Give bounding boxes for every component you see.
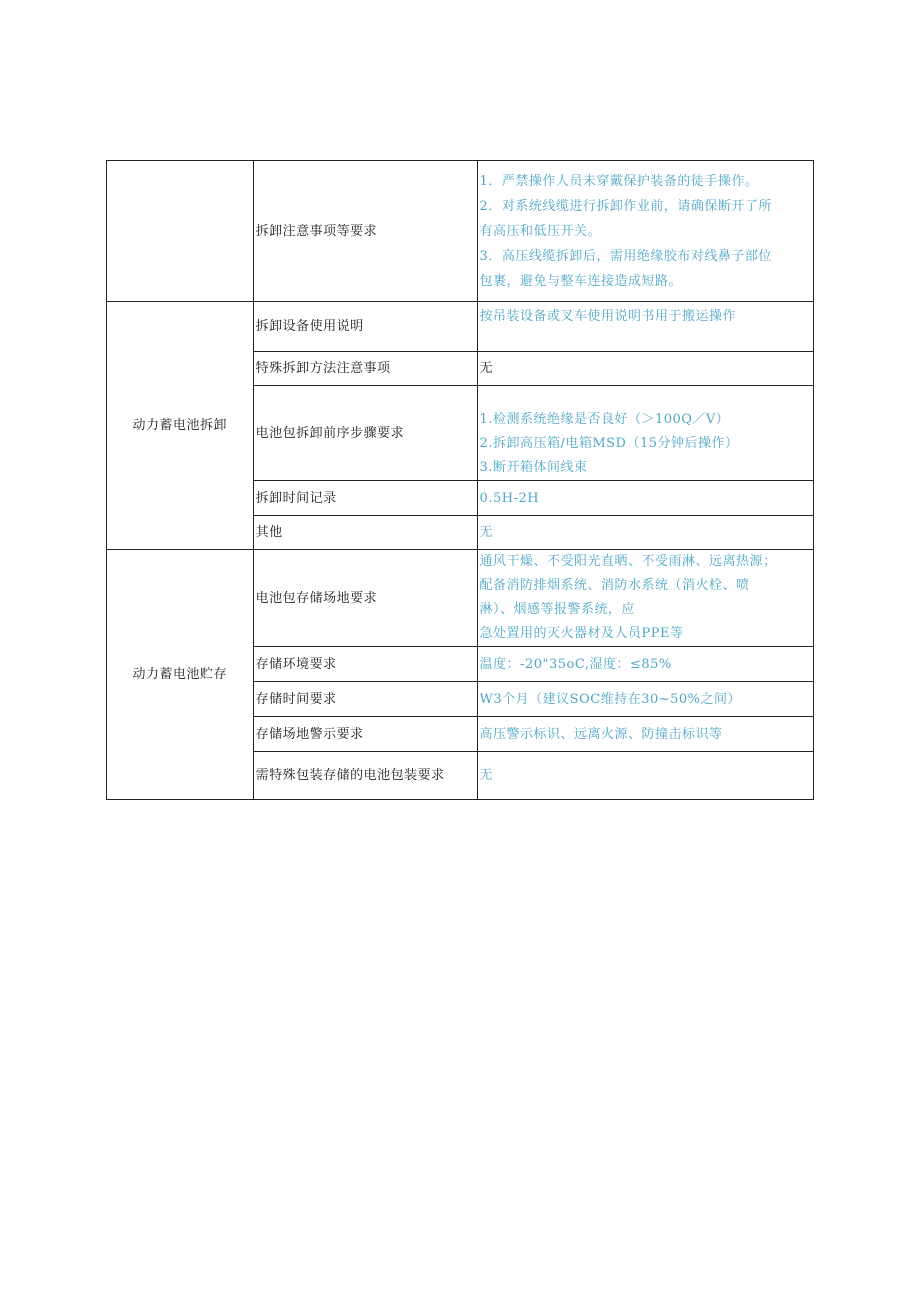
item-value: 无 bbox=[477, 352, 813, 386]
item-label: 拆卸时间记录 bbox=[253, 481, 477, 516]
item-label: 需特殊包装存储的电池包装要求 bbox=[253, 752, 477, 800]
value-line: 3．高压线缆拆卸后，需用绝缘胶布对线鼻子部位 bbox=[479, 248, 772, 264]
item-label: 拆卸注意事项等要求 bbox=[253, 161, 477, 302]
value-line: 配备消防排烟系统、消防水系统（消火栓、喷 bbox=[479, 578, 750, 593]
item-value bbox=[477, 161, 813, 302]
item-label: 其他 bbox=[253, 516, 477, 550]
value-line: 1.检测系统绝缘是否良好（＞100Q／V） bbox=[479, 412, 730, 427]
item-value bbox=[477, 550, 813, 647]
value-line: 包裹，避免与整车连接造成短路。 bbox=[479, 273, 683, 289]
requirements-table bbox=[106, 160, 814, 800]
item-value bbox=[477, 386, 813, 481]
item-label: 电池包拆卸前序步骤要求 bbox=[253, 386, 477, 481]
category-cell-empty bbox=[107, 161, 254, 302]
value-line: 3.断开箱体间线束 bbox=[479, 460, 588, 475]
value-line: 1．严禁操作人员未穿戴保护装备的徒手操作。 bbox=[479, 173, 759, 189]
item-label: 特殊拆卸方法注意事项 bbox=[253, 352, 477, 386]
value-line: 2.拆卸高压箱/电箱MSD（15分钟后操作） bbox=[479, 436, 739, 451]
item-value: 无 bbox=[477, 516, 813, 550]
item-value: 0.5H-2H bbox=[477, 481, 813, 516]
item-value: W3个月（建议SOC维持在30~50%之间） bbox=[477, 682, 813, 717]
item-label: 电池包存储场地要求 bbox=[253, 550, 477, 647]
value-line: 淋）、烟感等报警系统，应 bbox=[479, 602, 636, 617]
category-cell-disassembly: 动力蓄电池拆卸 bbox=[107, 302, 254, 550]
item-label: 存储环境要求 bbox=[253, 647, 477, 682]
category-cell-storage: 动力蓄电池贮存 bbox=[107, 550, 254, 800]
item-value: 无 bbox=[477, 752, 813, 800]
item-label: 存储场地警示要求 bbox=[253, 717, 477, 752]
value-line: 有高压和低压开关。 bbox=[479, 223, 602, 239]
table-row bbox=[107, 550, 814, 647]
item-label: 拆卸设备使用说明 bbox=[253, 302, 477, 352]
value-line: 通风干燥、不受阳光直晒、不受雨淋、远离热源； bbox=[479, 554, 777, 569]
item-value: 温度：-20"35oC,湿度：≤85% bbox=[477, 647, 813, 682]
value-line: 2．对系统线缆进行拆卸作业前，请确保断开了所 bbox=[479, 198, 772, 214]
item-value: 按吊装设备或叉车使用说明书用于搬运操作 bbox=[477, 302, 813, 352]
item-value: 高压警示标识、远离火源、防撞击标识等 bbox=[477, 717, 813, 752]
table-row bbox=[107, 302, 814, 352]
item-label: 存储时间要求 bbox=[253, 682, 477, 717]
table-row bbox=[107, 161, 814, 302]
value-line: 急处置用的灭火器材及人员PPE等 bbox=[479, 626, 684, 641]
